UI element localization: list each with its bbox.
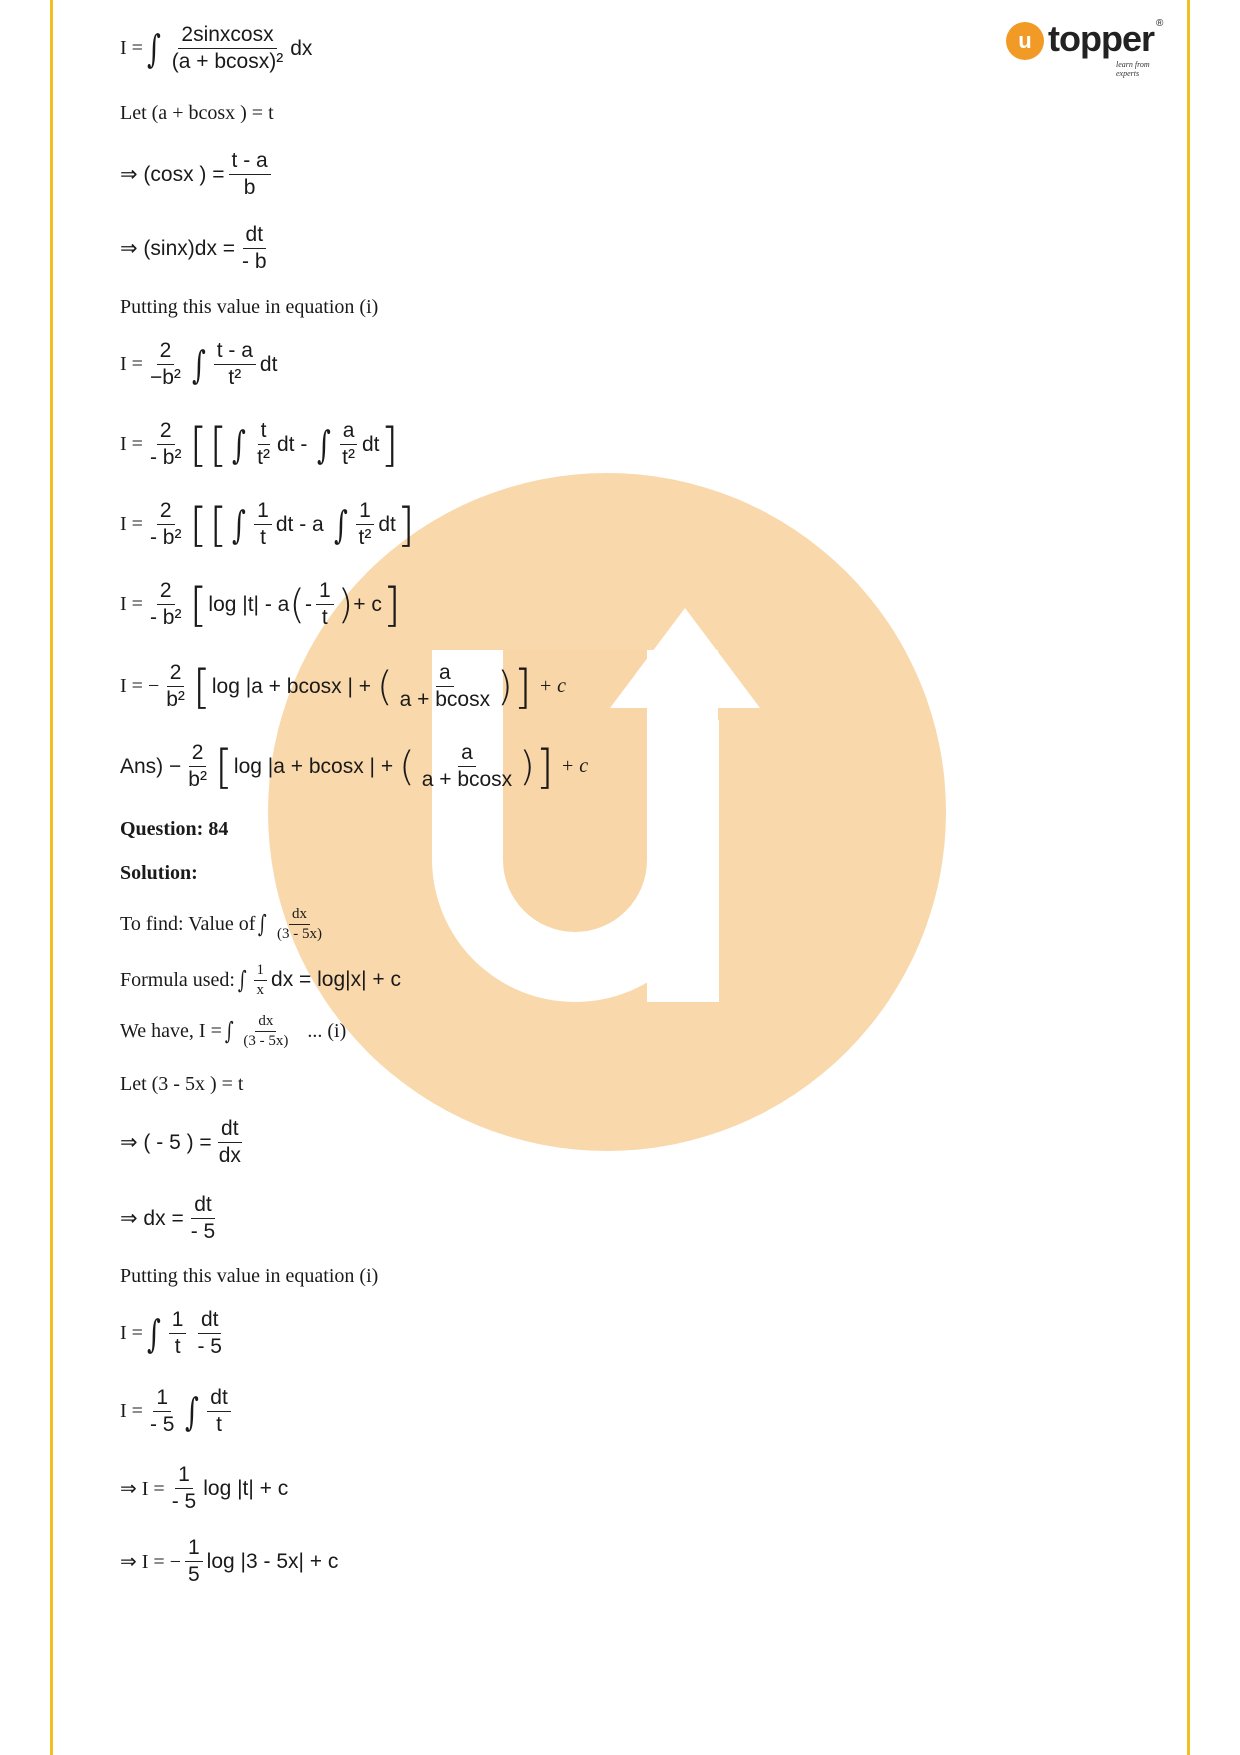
bracket-symbol: [ xyxy=(209,497,228,552)
numerator: a xyxy=(340,418,358,445)
fraction xyxy=(147,498,185,552)
bracket-symbol: [ xyxy=(189,497,208,552)
bracket-symbol: [ xyxy=(189,417,208,472)
solution-heading: Solution: xyxy=(120,862,198,884)
denominator: t² xyxy=(358,526,372,550)
numerator: dt xyxy=(243,222,267,249)
numerator: 2 xyxy=(157,578,175,605)
numerator: dx xyxy=(255,1012,276,1032)
denominator: (3 - 5x) xyxy=(276,925,322,942)
integral-sign-icon: ∫ xyxy=(146,26,161,71)
let-substitution-2: Let (3 - 5x ) = t xyxy=(120,1073,244,1095)
fraction xyxy=(207,1385,231,1439)
putting-value-text-2: Putting this value in equation (i) xyxy=(120,1265,379,1287)
denominator: a + bcosx xyxy=(399,688,491,712)
numerator: 2 xyxy=(157,498,175,525)
integral-sign-icon: ∫ xyxy=(258,910,268,939)
bracket-symbol: ] xyxy=(513,659,532,714)
fraction xyxy=(216,1116,244,1170)
fraction xyxy=(254,498,272,552)
denominator: - b² xyxy=(149,446,182,470)
fraction xyxy=(356,498,375,552)
fraction xyxy=(188,1192,219,1246)
numerator: 1 xyxy=(356,498,374,525)
fraction xyxy=(185,740,210,794)
logo-registered-mark: ® xyxy=(1156,18,1164,29)
eq-result-1: I = ∫ $\frac{1}{t}$ $\frac{dt}{- 5}$ xyxy=(120,1307,229,1361)
denominator: t² xyxy=(257,446,270,470)
fraction xyxy=(229,148,271,202)
denominator: 5 xyxy=(187,1563,200,1587)
topper-logo xyxy=(1006,18,1166,78)
denominator: (3 - 5x) xyxy=(243,1032,289,1049)
numerator: 1 xyxy=(169,1307,187,1334)
fraction xyxy=(147,338,184,392)
bracket-symbol: ] xyxy=(382,577,401,632)
denominator: - 5 xyxy=(190,1220,216,1244)
integral-sign-icon: ∫ xyxy=(317,422,332,467)
fraction xyxy=(194,1307,225,1361)
parenthesis-symbol: ( xyxy=(289,581,305,628)
numerator: dt xyxy=(207,1385,231,1412)
denominator: x xyxy=(256,981,265,998)
numerator: a xyxy=(436,660,454,687)
denominator: t xyxy=(260,526,266,550)
numerator: a xyxy=(458,740,476,767)
eq-step-1: I = $\frac{2}{\text{−b²}}$ ∫ $\frac{t - a}{\text{t²}}$ dt xyxy=(120,338,277,392)
eq-step-4: I = $\frac{2}{\text{- b²}}$ [ log |t| - a ( - $\frac{1}{t}$ ) + c ] xyxy=(120,577,401,632)
denominator: a + bcosx xyxy=(421,768,513,792)
question-heading: Question: 84 xyxy=(120,818,229,840)
denominator: −b² xyxy=(149,366,181,390)
integral-sign-icon: ∫ xyxy=(232,422,247,467)
numerator: t - a xyxy=(229,148,271,175)
bracket-symbol: [ xyxy=(209,417,228,472)
fraction xyxy=(254,961,268,1000)
numerator: 1 xyxy=(254,961,268,981)
numerator: dt xyxy=(218,1116,242,1143)
denominator: - 5 xyxy=(149,1413,175,1437)
denominator: b xyxy=(243,176,256,200)
integral-sign-icon: ∫ xyxy=(146,1311,161,1356)
numerator: 1 xyxy=(185,1535,203,1562)
watermark-arrow-stem xyxy=(647,720,719,1002)
integral-sign-icon: ∫ xyxy=(232,502,247,547)
fraction xyxy=(339,418,358,472)
numerator: 2 xyxy=(189,740,207,767)
denominator: t xyxy=(321,606,328,630)
integral-sign-icon: ∫ xyxy=(237,966,247,995)
numerator: 2 xyxy=(157,338,175,365)
fraction xyxy=(169,1307,187,1361)
numerator: 2sinxcosx xyxy=(178,22,276,49)
logo-tagline: learn from experts xyxy=(1116,60,1150,78)
fraction xyxy=(169,1462,200,1516)
watermark-arrow-head xyxy=(610,608,760,708)
denominator: t² xyxy=(228,366,242,390)
eq-step-2: I = $\frac{2}{\text{- b²}}$ [ [ ∫ $\frac{t}{\text{t²}}$ dt - ∫ $\frac{a}{\text{t²}}$ dt ] xyxy=(120,417,399,472)
numerator: 1 xyxy=(153,1385,171,1412)
fraction xyxy=(169,22,286,76)
fraction xyxy=(185,1535,203,1589)
bracket-symbol: ] xyxy=(396,497,415,552)
fraction xyxy=(214,338,256,392)
numerator: t - a xyxy=(214,338,256,365)
fraction xyxy=(239,222,270,276)
denominator: - 5 xyxy=(197,1335,222,1359)
numerator: 1 xyxy=(175,1462,193,1489)
logo-icon: u xyxy=(1006,22,1044,60)
denominator: (a + bcosx)² xyxy=(171,50,284,74)
bracket-symbol: [ xyxy=(189,577,208,632)
fraction xyxy=(147,578,185,632)
putting-value-text: Putting this value in equation (i) xyxy=(120,296,379,318)
parenthesis-symbol: ( xyxy=(377,663,393,710)
fraction xyxy=(163,660,188,714)
bracket-symbol: [ xyxy=(192,659,211,714)
eq-final-result: ⇒ I = − $\frac{1}{5}$ log |3 - 5x| + c xyxy=(120,1535,338,1589)
denominator: t xyxy=(174,1335,181,1359)
denominator: - b² xyxy=(149,526,182,550)
numerator: 1 xyxy=(254,498,272,525)
integral-sign-icon: ∫ xyxy=(224,1017,234,1046)
denominator: b² xyxy=(166,688,185,712)
logo-wordmark: topper xyxy=(1048,18,1154,59)
denominator: - b² xyxy=(149,606,182,630)
numerator: t xyxy=(258,418,270,445)
page-border-left xyxy=(50,0,53,1755)
eq-integral-definition: I = ∫ $\frac{\text{2sinxcosx}}{\text{(a + bcosx)²}}$ dx xyxy=(120,22,312,76)
bracket-symbol: ] xyxy=(535,739,554,794)
eq-step-5: I = − $\frac{2}{\text{b²}}$ [ log |a + bcosx | + ( $\frac{a}{a + bcosx}$ ) ] + c xyxy=(120,659,567,714)
parenthesis-symbol: ) xyxy=(337,581,354,628)
numerator: 1 xyxy=(316,578,334,605)
fraction xyxy=(240,1012,291,1051)
eq-derivative: ⇒ ( - 5 ) = $\frac{dt}{dx}$ xyxy=(120,1116,248,1170)
answer-line: Ans) − $\frac{2}{\text{b²}}$ [ log |a + bcosx | + ( $\frac{a}{a + bcosx}$ ) ] + c xyxy=(120,739,589,794)
denominator: t² xyxy=(342,446,355,470)
parenthesis-symbol: ) xyxy=(497,663,513,710)
eq-sinx-dx: ⇒ (sinx)dx = $\frac{dt}{- b}$ xyxy=(120,222,274,276)
integral-sign-icon: ∫ xyxy=(333,502,348,547)
numerator: 2 xyxy=(167,660,185,687)
formula-used-line: Formula used: ∫ $\frac{1}{x}$ dx = log|x| + c xyxy=(120,962,401,998)
to-find-line: To find: Value of ∫ $\frac{dx}{(3 - 5x)}$ xyxy=(120,905,329,944)
parenthesis-symbol: ( xyxy=(399,743,415,790)
fraction xyxy=(397,660,493,714)
fraction xyxy=(147,418,185,472)
integral-sign-icon: ∫ xyxy=(185,1389,200,1434)
numerator: dt xyxy=(191,1192,215,1219)
eq-result-2: I = $\frac{1}{- 5}$ ∫ $\frac{dt}{t}$ xyxy=(120,1385,235,1439)
bracket-symbol: ] xyxy=(380,417,399,472)
eq-dx: ⇒ dx = $\frac{dt}{- 5}$ xyxy=(120,1192,222,1246)
fraction xyxy=(254,418,273,472)
we-have-line: We have, I = ∫ $\frac{dx}{(3 - 5x)}$ ... (i) xyxy=(120,1013,347,1049)
eq-result-3: ⇒ I = $\frac{1}{- 5}$ log |t| + c xyxy=(120,1462,288,1516)
denominator: - 5 xyxy=(171,1490,197,1514)
integral-sign-icon: ∫ xyxy=(191,342,206,387)
denominator: b² xyxy=(188,768,207,792)
fraction xyxy=(274,905,325,944)
denominator: t xyxy=(216,1413,222,1437)
fraction xyxy=(147,1385,178,1439)
fraction xyxy=(419,740,515,794)
page-border-right xyxy=(1187,0,1190,1755)
numerator: dt xyxy=(198,1307,222,1334)
eq-cosx: ⇒ (cosx ) = $\frac{t - a}{b}$ xyxy=(120,148,275,202)
numerator: 2 xyxy=(157,418,175,445)
denominator: dx xyxy=(218,1144,241,1168)
parenthesis-symbol: ) xyxy=(519,743,535,790)
eq-step-3: I = $\frac{2}{\text{- b²}}$ [ [ ∫ $\frac{1}{t}$ dt - a ∫ $\frac{1}{\text{t²}}$ dt ] xyxy=(120,497,415,552)
denominator: - b xyxy=(242,250,267,274)
numerator: dx xyxy=(289,905,310,925)
substitution-let: Let (a + bcosx ) = t xyxy=(120,102,274,124)
bracket-symbol: [ xyxy=(214,739,233,794)
fraction xyxy=(316,578,334,632)
